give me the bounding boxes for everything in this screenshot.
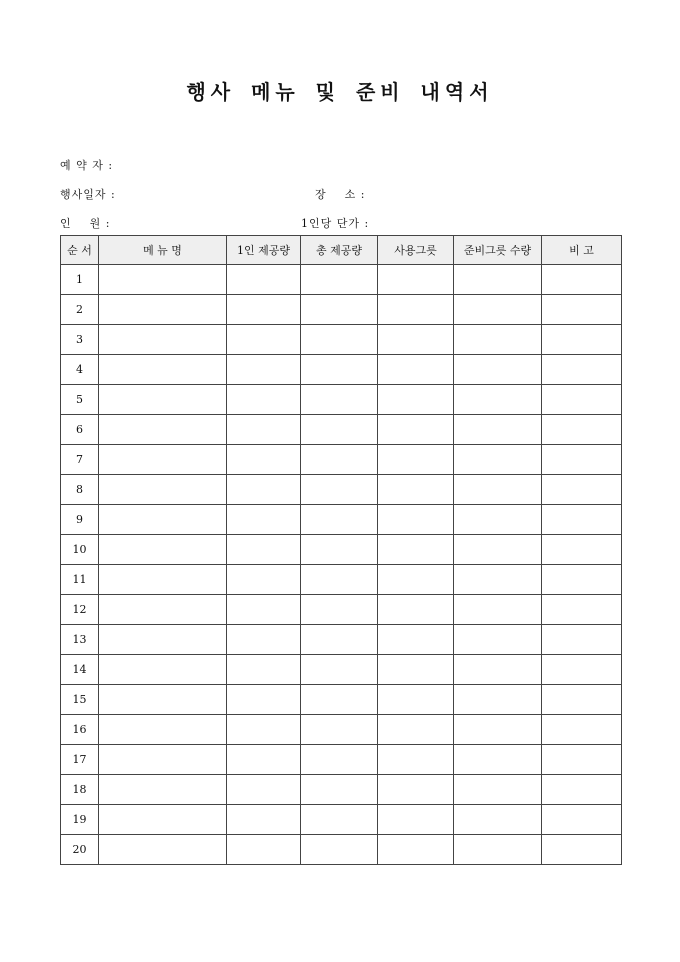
total-amount-cell[interactable] bbox=[301, 505, 378, 535]
row-number: 14 bbox=[61, 655, 99, 685]
remarks-cell[interactable] bbox=[542, 685, 622, 715]
header-per-person-amount: 1인 제공량 bbox=[227, 236, 301, 265]
menu-name-cell[interactable] bbox=[99, 355, 227, 385]
menu-name-cell[interactable] bbox=[99, 505, 227, 535]
row-number: 4 bbox=[61, 355, 99, 385]
table-row bbox=[61, 535, 622, 565]
reserver-label: 예 약 자 : bbox=[60, 159, 114, 172]
total-amount-cell[interactable] bbox=[301, 325, 378, 355]
total-amount-cell[interactable] bbox=[301, 805, 378, 835]
row-number: 15 bbox=[61, 685, 99, 715]
dishware-used-cell[interactable] bbox=[378, 265, 454, 295]
dishware-used-cell[interactable] bbox=[378, 445, 454, 475]
menu-name-cell[interactable] bbox=[99, 595, 227, 625]
menu-name-cell[interactable] bbox=[99, 295, 227, 325]
menu-name-cell[interactable] bbox=[99, 535, 227, 565]
per-person-amount-cell[interactable] bbox=[227, 415, 301, 445]
dishware-quantity-cell[interactable] bbox=[454, 415, 542, 445]
header-order: 순 서 bbox=[61, 236, 99, 265]
menu-name-cell[interactable] bbox=[99, 745, 227, 775]
table-row bbox=[61, 415, 622, 445]
row-number: 7 bbox=[61, 445, 99, 475]
dishware-quantity-cell[interactable] bbox=[454, 745, 542, 775]
row-number: 19 bbox=[61, 805, 99, 835]
per-person-amount-cell[interactable] bbox=[227, 295, 301, 325]
dishware-quantity-cell[interactable] bbox=[454, 325, 542, 355]
total-amount-cell[interactable] bbox=[301, 685, 378, 715]
per-person-amount-cell[interactable] bbox=[227, 265, 301, 295]
remarks-cell[interactable] bbox=[542, 265, 622, 295]
dishware-used-cell[interactable] bbox=[378, 505, 454, 535]
event-date-label: 행사일자 : bbox=[60, 188, 116, 201]
dishware-used-cell[interactable] bbox=[378, 835, 454, 865]
dishware-used-cell[interactable] bbox=[378, 325, 454, 355]
row-number: 20 bbox=[61, 835, 99, 865]
dishware-used-cell[interactable] bbox=[378, 715, 454, 745]
remarks-cell[interactable] bbox=[542, 295, 622, 325]
dishware-used-cell[interactable] bbox=[378, 475, 454, 505]
menu-name-cell[interactable] bbox=[99, 565, 227, 595]
total-amount-cell[interactable] bbox=[301, 565, 378, 595]
header-total-amount: 총 제공량 bbox=[301, 236, 378, 265]
row-number: 1 bbox=[61, 265, 99, 295]
remarks-cell[interactable] bbox=[542, 655, 622, 685]
table-row bbox=[61, 505, 622, 535]
row-number: 11 bbox=[61, 565, 99, 595]
total-amount-cell[interactable] bbox=[301, 835, 378, 865]
table-row bbox=[61, 265, 622, 295]
dishware-quantity-cell[interactable] bbox=[454, 805, 542, 835]
dishware-used-cell[interactable] bbox=[378, 385, 454, 415]
menu-name-cell[interactable] bbox=[99, 685, 227, 715]
menu-name-cell[interactable] bbox=[99, 445, 227, 475]
per-person-amount-cell[interactable] bbox=[227, 505, 301, 535]
people-label: 인 원 : bbox=[60, 217, 111, 230]
per-person-amount-cell[interactable] bbox=[227, 835, 301, 865]
table-row bbox=[61, 625, 622, 655]
remarks-cell[interactable] bbox=[542, 595, 622, 625]
dishware-quantity-cell[interactable] bbox=[454, 565, 542, 595]
remarks-cell[interactable] bbox=[542, 715, 622, 745]
table-row bbox=[61, 355, 622, 385]
dishware-quantity-cell[interactable] bbox=[454, 835, 542, 865]
table-row bbox=[61, 565, 622, 595]
per-person-amount-cell[interactable] bbox=[227, 685, 301, 715]
remarks-cell[interactable] bbox=[542, 325, 622, 355]
table-row bbox=[61, 775, 622, 805]
table-row bbox=[61, 835, 622, 865]
document-title: 행사 메뉴 및 준비 내역서 bbox=[186, 80, 494, 104]
total-amount-cell[interactable] bbox=[301, 295, 378, 325]
per-person-amount-cell[interactable] bbox=[227, 715, 301, 745]
menu-name-cell[interactable] bbox=[99, 655, 227, 685]
row-number: 16 bbox=[61, 715, 99, 745]
table-row bbox=[61, 715, 622, 745]
per-person-amount-cell[interactable] bbox=[227, 385, 301, 415]
row-number: 9 bbox=[61, 505, 99, 535]
header-remarks: 비 고 bbox=[542, 236, 622, 265]
row-number: 17 bbox=[61, 745, 99, 775]
menu-preparation-table bbox=[60, 235, 622, 865]
dishware-quantity-cell[interactable] bbox=[454, 685, 542, 715]
table-row bbox=[61, 325, 622, 355]
remarks-cell[interactable] bbox=[542, 385, 622, 415]
dishware-used-cell[interactable] bbox=[378, 775, 454, 805]
header-menu-name: 메 뉴 명 bbox=[99, 236, 227, 265]
per-person-amount-cell[interactable] bbox=[227, 805, 301, 835]
per-person-amount-cell[interactable] bbox=[227, 535, 301, 565]
header-dishware-quantity: 준비그릇 수량 bbox=[454, 236, 542, 265]
dishware-used-cell[interactable] bbox=[378, 415, 454, 445]
remarks-cell[interactable] bbox=[542, 625, 622, 655]
row-number: 10 bbox=[61, 535, 99, 565]
total-amount-cell[interactable] bbox=[301, 475, 378, 505]
remarks-cell[interactable] bbox=[542, 505, 622, 535]
total-amount-cell[interactable] bbox=[301, 415, 378, 445]
row-number: 5 bbox=[61, 385, 99, 415]
table-row bbox=[61, 295, 622, 325]
menu-name-cell[interactable] bbox=[99, 835, 227, 865]
total-amount-cell[interactable] bbox=[301, 535, 378, 565]
dishware-used-cell[interactable] bbox=[378, 295, 454, 325]
row-number: 13 bbox=[61, 625, 99, 655]
row-number: 3 bbox=[61, 325, 99, 355]
total-amount-cell[interactable] bbox=[301, 625, 378, 655]
dishware-quantity-cell[interactable] bbox=[454, 265, 542, 295]
table-row bbox=[61, 805, 622, 835]
dishware-used-cell[interactable] bbox=[378, 565, 454, 595]
table-row bbox=[61, 385, 622, 415]
remarks-cell[interactable] bbox=[542, 835, 622, 865]
menu-name-cell[interactable] bbox=[99, 805, 227, 835]
dishware-quantity-cell[interactable] bbox=[454, 625, 542, 655]
table-row bbox=[61, 445, 622, 475]
total-amount-cell[interactable] bbox=[301, 385, 378, 415]
per-person-amount-cell[interactable] bbox=[227, 625, 301, 655]
table-row bbox=[61, 475, 622, 505]
dishware-quantity-cell[interactable] bbox=[454, 595, 542, 625]
dishware-quantity-cell[interactable] bbox=[454, 475, 542, 505]
table-row bbox=[61, 655, 622, 685]
total-amount-cell[interactable] bbox=[301, 745, 378, 775]
remarks-cell[interactable] bbox=[542, 355, 622, 385]
dishware-used-cell[interactable] bbox=[378, 625, 454, 655]
remarks-cell[interactable] bbox=[542, 475, 622, 505]
row-number: 8 bbox=[61, 475, 99, 505]
per-person-amount-cell[interactable] bbox=[227, 565, 301, 595]
remarks-cell[interactable] bbox=[542, 775, 622, 805]
dishware-used-cell[interactable] bbox=[378, 535, 454, 565]
header-dishware-used: 사용그릇 bbox=[378, 236, 454, 265]
table-row bbox=[61, 595, 622, 625]
dishware-quantity-cell[interactable] bbox=[454, 445, 542, 475]
dishware-quantity-cell[interactable] bbox=[454, 385, 542, 415]
table-row bbox=[61, 685, 622, 715]
row-number: 2 bbox=[61, 295, 99, 325]
per-person-amount-cell[interactable] bbox=[227, 445, 301, 475]
dishware-used-cell[interactable] bbox=[378, 595, 454, 625]
unit-price-label: 1인당 단가 : bbox=[301, 217, 370, 230]
table-header-row bbox=[61, 236, 622, 265]
total-amount-cell[interactable] bbox=[301, 355, 378, 385]
remarks-cell[interactable] bbox=[542, 745, 622, 775]
table-row bbox=[61, 745, 622, 775]
remarks-cell[interactable] bbox=[542, 535, 622, 565]
remarks-cell[interactable] bbox=[542, 445, 622, 475]
row-number: 6 bbox=[61, 415, 99, 445]
dishware-quantity-cell[interactable] bbox=[454, 775, 542, 805]
menu-name-cell[interactable] bbox=[99, 325, 227, 355]
menu-name-cell[interactable] bbox=[99, 265, 227, 295]
per-person-amount-cell[interactable] bbox=[227, 475, 301, 505]
row-number: 18 bbox=[61, 775, 99, 805]
remarks-cell[interactable] bbox=[542, 415, 622, 445]
remarks-cell[interactable] bbox=[542, 805, 622, 835]
per-person-amount-cell[interactable] bbox=[227, 355, 301, 385]
per-person-amount-cell[interactable] bbox=[227, 325, 301, 355]
dishware-used-cell[interactable] bbox=[378, 685, 454, 715]
dishware-quantity-cell[interactable] bbox=[454, 295, 542, 325]
dishware-quantity-cell[interactable] bbox=[454, 355, 542, 385]
total-amount-cell[interactable] bbox=[301, 265, 378, 295]
total-amount-cell[interactable] bbox=[301, 775, 378, 805]
total-amount-cell[interactable] bbox=[301, 595, 378, 625]
place-label: 장 소 : bbox=[315, 188, 366, 201]
menu-name-cell[interactable] bbox=[99, 775, 227, 805]
dishware-used-cell[interactable] bbox=[378, 805, 454, 835]
per-person-amount-cell[interactable] bbox=[227, 595, 301, 625]
dishware-quantity-cell[interactable] bbox=[454, 535, 542, 565]
row-number: 12 bbox=[61, 595, 99, 625]
per-person-amount-cell[interactable] bbox=[227, 655, 301, 685]
dishware-used-cell[interactable] bbox=[378, 745, 454, 775]
dishware-quantity-cell[interactable] bbox=[454, 715, 542, 745]
per-person-amount-cell[interactable] bbox=[227, 745, 301, 775]
total-amount-cell[interactable] bbox=[301, 715, 378, 745]
dishware-used-cell[interactable] bbox=[378, 655, 454, 685]
total-amount-cell[interactable] bbox=[301, 655, 378, 685]
per-person-amount-cell[interactable] bbox=[227, 775, 301, 805]
menu-name-cell[interactable] bbox=[99, 625, 227, 655]
total-amount-cell[interactable] bbox=[301, 445, 378, 475]
dishware-quantity-cell[interactable] bbox=[454, 505, 542, 535]
remarks-cell[interactable] bbox=[542, 565, 622, 595]
menu-name-cell[interactable] bbox=[99, 715, 227, 745]
dishware-quantity-cell[interactable] bbox=[454, 655, 542, 685]
menu-name-cell[interactable] bbox=[99, 415, 227, 445]
menu-name-cell[interactable] bbox=[99, 385, 227, 415]
dishware-used-cell[interactable] bbox=[378, 355, 454, 385]
menu-name-cell[interactable] bbox=[99, 475, 227, 505]
